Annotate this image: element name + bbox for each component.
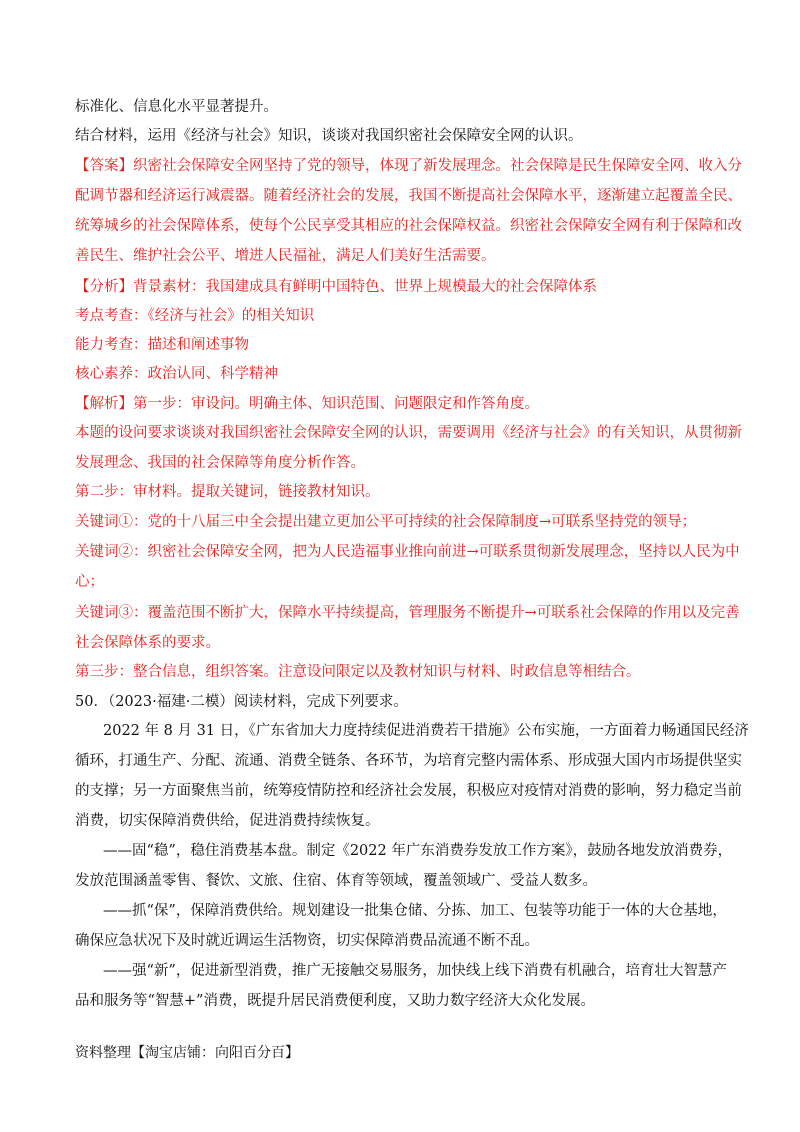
text-line: 的支撑；另一方面聚焦当前，统筹疫情防控和经济社会发展，积极应对疫情对消费的影响，努力稳定当前 [75, 783, 742, 799]
text-line: 【解析】第一步：审设问。明确主体、知识范围、问题限定和作答角度。 [75, 396, 539, 412]
text-line: 心； [75, 574, 104, 590]
text-line: 考点考查：《经济与社会》的相关知识 [75, 308, 315, 324]
text-line: 关键词①：党的十八届三中全会提出建立更加公平可持续的社会保障制度→可联系坚持党的领导； [75, 514, 697, 530]
text-line: 能力考查：描述和阐述事物 [75, 337, 249, 353]
text-line: 配调节器和经济运行减震器。随着经济社会的发展，我国不断提高社会保障水平，逐渐建立起覆盖全民、 [75, 188, 742, 204]
text-line: 本题的设问要求谈谈对我国织密社会保障安全网的认识，需要调用《经济与社会》的有关知识，从贯彻新 [75, 425, 742, 441]
text-line: 核心素养：政治认同、科学精神 [75, 366, 278, 382]
text-line: 第二步：审材料。提取关键词，链接教材知识。 [75, 484, 380, 500]
text-line: 循环，打通生产、分配、流通、消费全链条、各环节，为培育完整内需体系、形成强大国内市场提供坚实 [75, 753, 742, 769]
text-line: 【答案】织密社会保障安全网坚持了党的领导，体现了新发展理念。社会保障是民生保障安全网、收入分 [75, 158, 742, 174]
text-line: 第三步：整合信息，组织答案。注意设问限定以及教材知识与材料、时政信息等相结合。 [75, 664, 641, 680]
text-line: 关键词③：覆盖范围不断扩大，保障水平持续提高，管理服务不断提升→可联系社会保障的作用以及完善 [75, 605, 740, 621]
text-line: 关键词②：织密社会保障安全网，把为人民造福事业推向前进→可联系贯彻新发展理念，坚持以人民为中 [75, 544, 740, 560]
text-line: 消费，切实保障消费供给，促进消费持续恢复。 [75, 813, 380, 829]
text-line: 发放范围涵盖零售、餐饮、文旅、住宿、体育等领域，覆盖领域广、受益人数多。 [75, 873, 597, 889]
text-line: 品和服务等“智慧+”消费，既提升居民消费便利度，又助力数字经济大众化发展。 [75, 993, 595, 1009]
text-line: 【分析】背景素材：我国建成具有鲜明中国特色、世界上规模最大的社会保障体系 [75, 279, 597, 295]
text-line: ——固“稳”，稳住消费基本盘。制定《2022 年广东消费券发放工作方案》，鼓励各地发放消费券， [103, 843, 733, 859]
text-line: ——抓“保”，保障消费供给。规划建设一批集仓储、分拣、加工、包装等功能于一体的大仓基地， [103, 903, 727, 919]
text-line: 标准化、信息化水平显著提升。 [75, 99, 278, 115]
text-line: 社会保障体系的要求。 [75, 635, 220, 651]
text-line: 结合材料，运用《经济与社会》知识，谈谈对我国织密社会保障安全网的认识。 [75, 128, 583, 144]
source-footer: 资料整理【淘宝店铺：向阳百分百】 [75, 1045, 299, 1061]
text-line: 确保应急状况下及时就近调运生活物资，切实保障消费品流通不断不乱。 [75, 933, 539, 949]
text-line: 2022 年 8 月 31 日，《广东省加大力度持续促进消费若干措施》公布实施，一方面着力畅通国民经济 [103, 723, 749, 739]
text-line: 发展理念、我国的社会保障等角度分析作答。 [75, 455, 365, 471]
text-line: 善民生、维护社会公平、增进人民福祉，满足人们美好生活需要。 [75, 248, 496, 264]
text-line: 50．（2023·福建·二模）阅读材料，完成下列要求。 [75, 694, 408, 710]
text-line: ——强“新”，促进新型消费，推广无接触交易服务，加快线上线下消费有机融合，培育壮大智慧产 [103, 963, 727, 979]
text-line: 统筹城乡的社会保障体系，使每个公民享受其相应的社会保障权益。织密社会保障安全网有利于保障和改 [75, 218, 742, 234]
